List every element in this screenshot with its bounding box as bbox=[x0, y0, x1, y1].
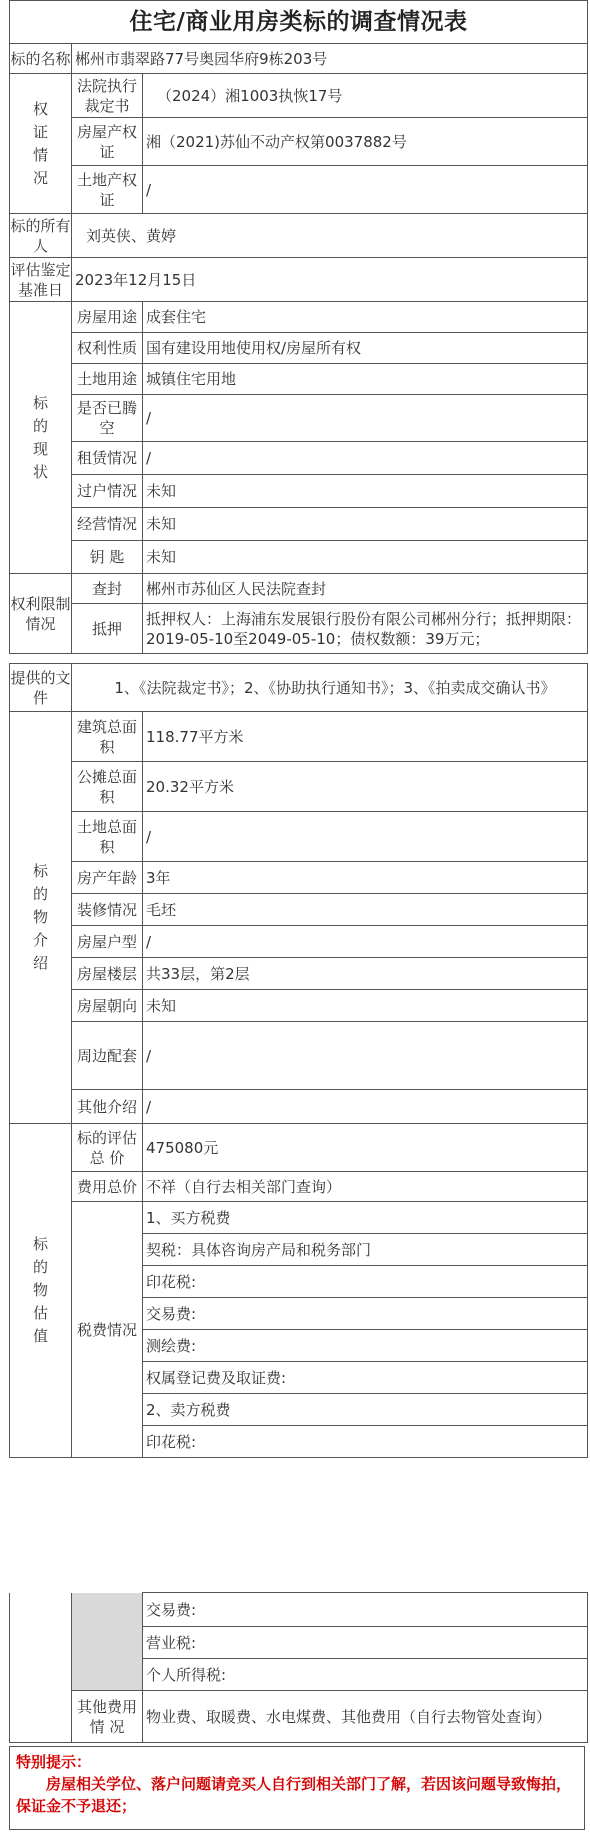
tax-item-row bbox=[10, 1202, 588, 1234]
subject-name-label: 标的名称 bbox=[10, 44, 72, 74]
cert-court-value: （2024）湘1003执恢17号 bbox=[143, 74, 588, 118]
other-fee-row bbox=[10, 1691, 588, 1743]
status-row bbox=[10, 541, 588, 574]
spacer-row bbox=[10, 654, 588, 664]
restriction-mortgage-label: 抵押 bbox=[72, 604, 143, 654]
intro-land-area-value: / bbox=[143, 812, 588, 862]
status-vacated-value: / bbox=[143, 395, 588, 442]
intro-age-value: 3年 bbox=[143, 862, 588, 894]
intro-shared-area-label: 公摊总面积 bbox=[72, 762, 143, 812]
intro-row bbox=[10, 862, 588, 894]
intro-decoration-value: 毛坯 bbox=[143, 894, 588, 926]
restriction-seal-label: 查封 bbox=[72, 574, 143, 604]
tax-item: 印花税: bbox=[143, 1426, 588, 1458]
status-right-nature-label: 权利性质 bbox=[72, 333, 143, 364]
tax-item: 交易费: bbox=[143, 1298, 588, 1330]
notice-text: 房屋相关学位、落户问题请竞买人自行到相关部门了解，若因该问题导致悔拍，保证金不予退还； bbox=[16, 1775, 572, 1815]
tax-item: 2、卖方税费 bbox=[143, 1394, 588, 1426]
intro-row bbox=[10, 1022, 588, 1090]
intro-row bbox=[10, 958, 588, 990]
intro-surroundings-label: 周边配套 bbox=[72, 1022, 143, 1090]
status-row bbox=[10, 508, 588, 541]
intro-orientation-value: 未知 bbox=[143, 990, 588, 1022]
intro-building-area-label: 建筑总面积 bbox=[72, 712, 143, 762]
status-key-value: 未知 bbox=[143, 541, 588, 574]
intro-row bbox=[10, 762, 588, 812]
cert-row bbox=[10, 118, 588, 166]
intro-age-label: 房产年龄 bbox=[72, 862, 143, 894]
status-row bbox=[10, 475, 588, 508]
status-row bbox=[10, 302, 588, 333]
restriction-row bbox=[10, 574, 588, 604]
tax-item-row bbox=[10, 1593, 588, 1627]
intro-decoration-label: 装修情况 bbox=[72, 894, 143, 926]
tax-item: 交易费: bbox=[143, 1593, 588, 1627]
status-business-value: 未知 bbox=[143, 508, 588, 541]
tax-item: 1、买方税费 bbox=[143, 1202, 588, 1234]
intro-label-text: 标的物介绍 bbox=[33, 862, 49, 972]
intro-layout-value: / bbox=[143, 926, 588, 958]
valuation-date-label: 评估鉴定基准日 bbox=[10, 258, 72, 302]
estimate-total-label: 标的评估总 价 bbox=[72, 1124, 143, 1172]
intro-floor-label: 房屋楼层 bbox=[72, 958, 143, 990]
intro-orientation-label: 房屋朝向 bbox=[72, 990, 143, 1022]
tax-label: 税费情况 bbox=[72, 1202, 143, 1458]
tax-item: 权属登记费及取证费: bbox=[143, 1362, 588, 1394]
intro-row bbox=[10, 712, 588, 762]
cert-row bbox=[10, 166, 588, 214]
special-notice bbox=[9, 1746, 585, 1830]
status-transfer-value: 未知 bbox=[143, 475, 588, 508]
intro-other-value: / bbox=[143, 1090, 588, 1124]
intro-other-label: 其他介绍 bbox=[72, 1090, 143, 1124]
owner-value: 刘英侠、黄婷 bbox=[72, 214, 588, 258]
intro-shared-area-value: 20.32平方米 bbox=[143, 762, 588, 812]
rights-cert-label-text: 权证情况 bbox=[33, 99, 49, 187]
restriction-label: 权利限制情况 bbox=[10, 574, 72, 654]
estimate-fee-value: 不祥（自行去相关部门查询） bbox=[143, 1172, 588, 1202]
cert-court-label: 法院执行裁定书 bbox=[72, 74, 143, 118]
other-fee-value: 物业费、取暖费、水电煤费、其他费用（自行去物管处查询） bbox=[143, 1691, 588, 1743]
cert-row bbox=[10, 74, 588, 118]
status-key-label: 钥 匙 bbox=[72, 541, 143, 574]
survey-table-main bbox=[9, 0, 588, 1458]
status-label bbox=[10, 302, 72, 574]
owner-row bbox=[10, 214, 588, 258]
intro-row bbox=[10, 926, 588, 958]
estimate-label-text: 标的物估值 bbox=[33, 1235, 49, 1345]
status-land-usage-value: 城镇住宅用地 bbox=[143, 364, 588, 395]
status-lease-label: 租赁情况 bbox=[72, 442, 143, 475]
tax-item: 印花税: bbox=[143, 1266, 588, 1298]
intro-row bbox=[10, 894, 588, 926]
intro-surroundings-value: / bbox=[143, 1022, 588, 1090]
intro-row bbox=[10, 1090, 588, 1124]
title-row bbox=[10, 1, 588, 44]
restriction-row bbox=[10, 604, 588, 654]
subject-name-value: 郴州市翡翠路77号奥园华府9栋203号 bbox=[72, 44, 588, 74]
intro-floor-value: 共33层，第2层 bbox=[143, 958, 588, 990]
estimate-total-value: 475080元 bbox=[143, 1124, 588, 1172]
status-transfer-label: 过户情况 bbox=[72, 475, 143, 508]
subject-name-row bbox=[10, 44, 588, 74]
status-row bbox=[10, 333, 588, 364]
status-vacated-label: 是否已腾空 bbox=[72, 395, 143, 442]
cert-land-label: 土地产权证 bbox=[72, 166, 143, 214]
rights-cert-label bbox=[10, 74, 72, 214]
page-title: 住宅/商业用房类标的调查情况表 bbox=[10, 1, 588, 44]
survey-table-continued bbox=[9, 1592, 588, 1743]
cert-house-label: 房屋产权证 bbox=[72, 118, 143, 166]
owner-label: 标的所有人 bbox=[10, 214, 72, 258]
cert-land-value: / bbox=[143, 166, 588, 214]
cert-house-value: 湘（2021)苏仙不动产权第0037882号 bbox=[143, 118, 588, 166]
status-label-text: 标的现状 bbox=[33, 393, 49, 481]
notice-title: 特别提示： bbox=[16, 1753, 92, 1771]
documents-row bbox=[10, 664, 588, 712]
status-usage-value: 成套住宅 bbox=[143, 302, 588, 333]
status-row bbox=[10, 442, 588, 475]
status-right-nature-value: 国有建设用地使用权/房屋所有权 bbox=[143, 333, 588, 364]
intro-building-area-value: 118.77平方米 bbox=[143, 712, 588, 762]
tax-item: 个人所得税: bbox=[143, 1659, 588, 1691]
tax-item: 测绘费: bbox=[143, 1330, 588, 1362]
documents-value: 1、《法院裁定书》；2、《协助执行通知书》；3、《拍卖成交确认书》 bbox=[72, 664, 588, 712]
intro-land-area-label: 土地总面积 bbox=[72, 812, 143, 862]
intro-layout-label: 房屋户型 bbox=[72, 926, 143, 958]
valuation-date-value: 2023年12月15日 bbox=[72, 258, 588, 302]
status-row bbox=[10, 395, 588, 442]
tax-item: 契税：具体咨询房产局和税务部门 bbox=[143, 1234, 588, 1266]
intro-label bbox=[10, 712, 72, 1124]
restriction-seal-value: 郴州市苏仙区人民法院查封 bbox=[143, 574, 588, 604]
valuation-date-row bbox=[10, 258, 588, 302]
intro-row bbox=[10, 990, 588, 1022]
status-business-label: 经营情况 bbox=[72, 508, 143, 541]
documents-label: 提供的文 件 bbox=[10, 664, 72, 712]
intro-row bbox=[10, 812, 588, 862]
other-fee-label: 其他费用情 况 bbox=[72, 1691, 143, 1743]
status-usage-label: 房屋用途 bbox=[72, 302, 143, 333]
tax-item: 营业税: bbox=[143, 1627, 588, 1659]
status-lease-value: / bbox=[143, 442, 588, 475]
restriction-mortgage-value: 抵押权人：上海浦东发展银行股份有限公司郴州分行；抵押期限：2019-05-10至2049-05-10；债权数额：39万元； bbox=[143, 604, 588, 654]
estimate-fee-label: 费用总价 bbox=[72, 1172, 143, 1202]
estimate-total-row bbox=[10, 1124, 588, 1172]
status-row bbox=[10, 364, 588, 395]
status-land-usage-label: 土地用途 bbox=[72, 364, 143, 395]
estimate-fee-row bbox=[10, 1172, 588, 1202]
estimate-label bbox=[10, 1124, 72, 1458]
